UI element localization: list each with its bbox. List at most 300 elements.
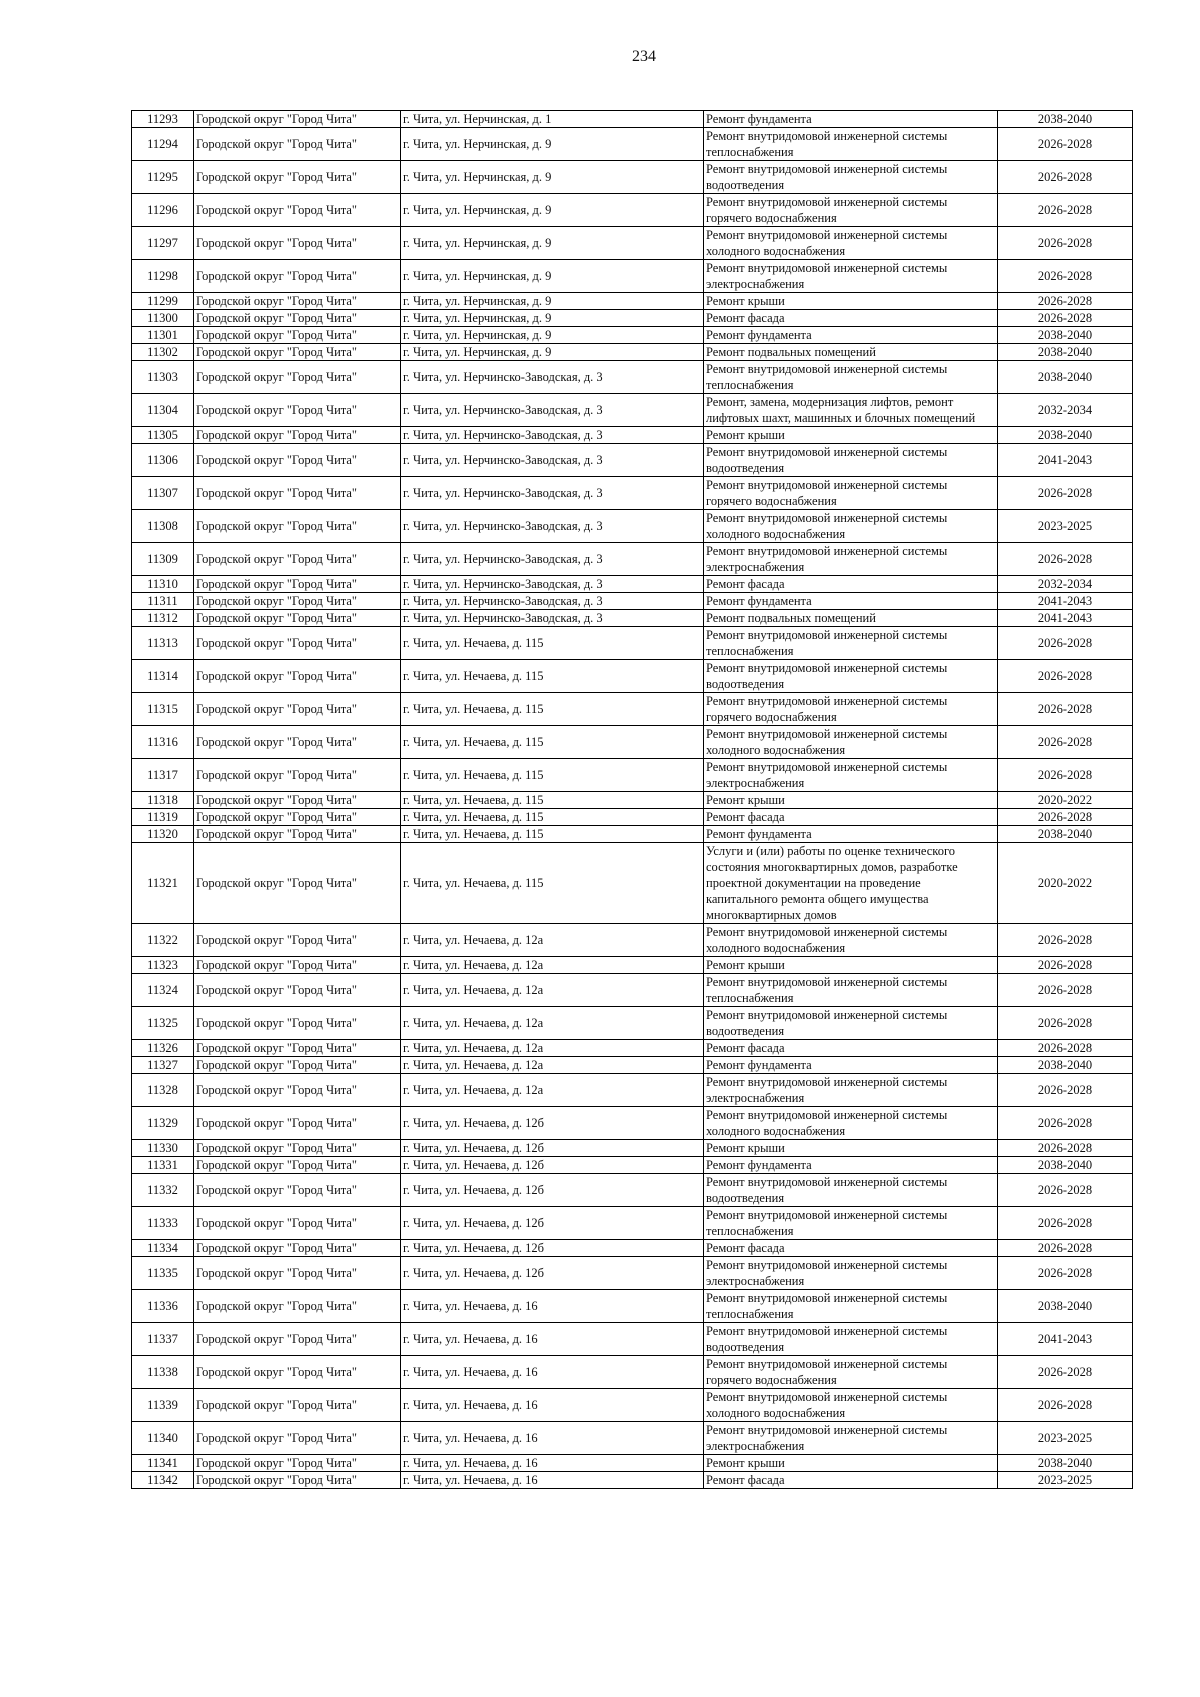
period-cell: 2026-2028 [998,627,1133,660]
address-cell: г. Чита, ул. Нечаева, д. 16 [401,1472,704,1489]
period-cell: 2038-2040 [998,1157,1133,1174]
municipality-cell: Городской округ "Город Чита" [194,843,401,924]
row-number: 11333 [132,1207,194,1240]
row-number: 11316 [132,726,194,759]
row-number: 11325 [132,1007,194,1040]
period-cell: 2026-2028 [998,310,1133,327]
row-number: 11336 [132,1290,194,1323]
row-number: 11335 [132,1257,194,1290]
municipality-cell: Городской округ "Город Чита" [194,726,401,759]
period-cell: 2026-2028 [998,809,1133,826]
table-row [132,361,1133,394]
address-cell: г. Чита, ул. Нечаева, д. 115 [401,843,704,924]
row-number: 11299 [132,293,194,310]
municipality-cell: Городской округ "Город Чита" [194,1472,401,1489]
period-cell: 2026-2028 [998,1174,1133,1207]
row-number: 11295 [132,161,194,194]
row-number: 11342 [132,1472,194,1489]
work-type-cell: Ремонт внутридомовой инженерной системы водоотведения [704,444,998,477]
period-cell: 2020-2022 [998,843,1133,924]
address-cell: г. Чита, ул. Нерчинская, д. 9 [401,194,704,227]
row-number: 11338 [132,1356,194,1389]
row-number: 11315 [132,693,194,726]
repair-schedule-table [131,110,1133,1489]
table-row [132,610,1133,627]
work-type-cell: Ремонт фасада [704,1472,998,1489]
address-cell: г. Чита, ул. Нерчинско-Заводская, д. 3 [401,610,704,627]
address-cell: г. Чита, ул. Нечаева, д. 12б [401,1174,704,1207]
work-type-cell: Ремонт фундамента [704,1157,998,1174]
municipality-cell: Городской округ "Город Чита" [194,826,401,843]
period-cell: 2026-2028 [998,759,1133,792]
work-type-cell: Ремонт внутридомовой инженерной системы холодного водоснабжения [704,227,998,260]
row-number: 11298 [132,260,194,293]
municipality-cell: Городской округ "Город Чита" [194,477,401,510]
address-cell: г. Чита, ул. Нечаева, д. 12б [401,1257,704,1290]
table-row [132,826,1133,843]
address-cell: г. Чита, ул. Нерчинская, д. 9 [401,327,704,344]
work-type-cell: Ремонт подвальных помещений [704,344,998,361]
address-cell: г. Чита, ул. Нечаева, д. 12а [401,1057,704,1074]
row-number: 11314 [132,660,194,693]
address-cell: г. Чита, ул. Нечаева, д. 115 [401,792,704,809]
row-number: 11302 [132,344,194,361]
address-cell: г. Чита, ул. Нерчинская, д. 9 [401,161,704,194]
municipality-cell: Городской округ "Город Чита" [194,1240,401,1257]
municipality-cell: Городской округ "Город Чита" [194,1356,401,1389]
municipality-cell: Городской округ "Город Чита" [194,327,401,344]
municipality-cell: Городской округ "Город Чита" [194,1207,401,1240]
work-type-cell: Ремонт, замена, модернизация лифтов, ремонт лифтовых шахт, машинных и блочных помещений [704,394,998,427]
municipality-cell: Городской округ "Город Чита" [194,1040,401,1057]
table-row [132,1057,1133,1074]
address-cell: г. Чита, ул. Нечаева, д. 12а [401,1040,704,1057]
municipality-cell: Городской округ "Город Чита" [194,576,401,593]
municipality-cell: Городской округ "Город Чита" [194,427,401,444]
work-type-cell: Ремонт внутридомовой инженерной системы теплоснабжения [704,627,998,660]
row-number: 11297 [132,227,194,260]
address-cell: г. Чита, ул. Нечаева, д. 12б [401,1157,704,1174]
table-row [132,792,1133,809]
address-cell: г. Чита, ул. Нерчинская, д. 9 [401,260,704,293]
row-number: 11311 [132,593,194,610]
municipality-cell: Городской округ "Город Чита" [194,809,401,826]
work-type-cell: Ремонт фасада [704,310,998,327]
period-cell: 2026-2028 [998,1356,1133,1389]
table-row [132,1257,1133,1290]
row-number: 11320 [132,826,194,843]
work-type-cell: Ремонт фасада [704,1040,998,1057]
period-cell: 2026-2028 [998,477,1133,510]
table-row [132,327,1133,344]
period-cell: 2026-2028 [998,974,1133,1007]
municipality-cell: Городской округ "Город Чита" [194,593,401,610]
work-type-cell: Ремонт крыши [704,293,998,310]
address-cell: г. Чита, ул. Нерчинская, д. 9 [401,227,704,260]
row-number: 11330 [132,1140,194,1157]
municipality-cell: Городской округ "Город Чита" [194,693,401,726]
work-type-cell: Ремонт внутридомовой инженерной системы водоотведения [704,1323,998,1356]
address-cell: г. Чита, ул. Нечаева, д. 12б [401,1207,704,1240]
table-row [132,111,1133,128]
address-cell: г. Чита, ул. Нечаева, д. 16 [401,1290,704,1323]
row-number: 11341 [132,1455,194,1472]
work-type-cell: Ремонт внутридомовой инженерной системы горячего водоснабжения [704,194,998,227]
work-type-cell: Ремонт внутридомовой инженерной системы горячего водоснабжения [704,477,998,510]
work-type-cell: Ремонт внутридомовой инженерной системы электроснабжения [704,260,998,293]
row-number: 11313 [132,627,194,660]
work-type-cell: Ремонт фасада [704,809,998,826]
address-cell: г. Чита, ул. Нечаева, д. 12а [401,957,704,974]
row-number: 11329 [132,1107,194,1140]
municipality-cell: Городской округ "Город Чита" [194,957,401,974]
row-number: 11296 [132,194,194,227]
table-row [132,444,1133,477]
municipality-cell: Городской округ "Город Чита" [194,974,401,1007]
address-cell: г. Чита, ул. Нечаева, д. 12а [401,974,704,1007]
table-row [132,974,1133,1007]
address-cell: г. Чита, ул. Нечаева, д. 115 [401,660,704,693]
municipality-cell: Городской округ "Город Чита" [194,1140,401,1157]
period-cell: 2026-2028 [998,924,1133,957]
municipality-cell: Городской округ "Город Чита" [194,394,401,427]
row-number: 11327 [132,1057,194,1074]
table-row [132,293,1133,310]
table-row [132,1455,1133,1472]
table-row [132,660,1133,693]
work-type-cell: Ремонт подвальных помещений [704,610,998,627]
address-cell: г. Чита, ул. Нерчинско-Заводская, д. 3 [401,394,704,427]
table-row [132,1207,1133,1240]
work-type-cell: Ремонт крыши [704,792,998,809]
work-type-cell: Ремонт фасада [704,1240,998,1257]
row-number: 11323 [132,957,194,974]
work-type-cell: Ремонт внутридомовой инженерной системы водоотведения [704,161,998,194]
work-type-cell: Ремонт внутридомовой инженерной системы теплоснабжения [704,1207,998,1240]
address-cell: г. Чита, ул. Нерчинско-Заводская, д. 3 [401,361,704,394]
period-cell: 2026-2028 [998,1240,1133,1257]
municipality-cell: Городской округ "Город Чита" [194,1174,401,1207]
work-type-cell: Ремонт внутридомовой инженерной системы горячего водоснабжения [704,693,998,726]
address-cell: г. Чита, ул. Нечаева, д. 12а [401,924,704,957]
work-type-cell: Ремонт крыши [704,427,998,444]
work-type-cell: Ремонт внутридомовой инженерной системы электроснабжения [704,543,998,576]
address-cell: г. Чита, ул. Нечаева, д. 12а [401,1007,704,1040]
work-type-cell: Ремонт фасада [704,576,998,593]
work-type-cell: Ремонт внутридомовой инженерной системы холодного водоснабжения [704,726,998,759]
period-cell: 2026-2028 [998,957,1133,974]
municipality-cell: Городской округ "Город Чита" [194,361,401,394]
work-type-cell: Ремонт внутридомовой инженерной системы теплоснабжения [704,1290,998,1323]
address-cell: г. Чита, ул. Нерчинская, д. 9 [401,293,704,310]
address-cell: г. Чита, ул. Нечаева, д. 12б [401,1140,704,1157]
period-cell: 2032-2034 [998,576,1133,593]
municipality-cell: Городской округ "Город Чита" [194,111,401,128]
work-type-cell: Ремонт крыши [704,1455,998,1472]
row-number: 11310 [132,576,194,593]
table-row [132,227,1133,260]
table-body [132,111,1133,1489]
work-type-cell: Ремонт внутридомовой инженерной системы водоотведения [704,1174,998,1207]
period-cell: 2026-2028 [998,693,1133,726]
table-row [132,1074,1133,1107]
address-cell: г. Чита, ул. Нечаева, д. 115 [401,759,704,792]
period-cell: 2026-2028 [998,543,1133,576]
period-cell: 2026-2028 [998,1257,1133,1290]
row-number: 11324 [132,974,194,1007]
address-cell: г. Чита, ул. Нечаева, д. 16 [401,1422,704,1455]
row-number: 11317 [132,759,194,792]
period-cell: 2041-2043 [998,593,1133,610]
row-number: 11321 [132,843,194,924]
row-number: 11303 [132,361,194,394]
municipality-cell: Городской округ "Город Чита" [194,1074,401,1107]
table-row [132,726,1133,759]
row-number: 11331 [132,1157,194,1174]
municipality-cell: Городской округ "Город Чита" [194,128,401,161]
period-cell: 2026-2028 [998,660,1133,693]
municipality-cell: Городской округ "Город Чита" [194,1323,401,1356]
address-cell: г. Чита, ул. Нерчинская, д. 1 [401,111,704,128]
row-number: 11305 [132,427,194,444]
table-row [132,1107,1133,1140]
period-cell: 2023-2025 [998,510,1133,543]
period-cell: 2026-2028 [998,726,1133,759]
table-row [132,957,1133,974]
municipality-cell: Городской округ "Город Чита" [194,444,401,477]
row-number: 11300 [132,310,194,327]
period-cell: 2026-2028 [998,1107,1133,1140]
municipality-cell: Городской округ "Город Чита" [194,1057,401,1074]
municipality-cell: Городской округ "Город Чита" [194,1157,401,1174]
table-row [132,260,1133,293]
table-row [132,593,1133,610]
work-type-cell: Ремонт внутридомовой инженерной системы теплоснабжения [704,128,998,161]
municipality-cell: Городской округ "Город Чита" [194,194,401,227]
table-row [132,427,1133,444]
table-row [132,1140,1133,1157]
table-row [132,510,1133,543]
period-cell: 2038-2040 [998,1057,1133,1074]
address-cell: г. Чита, ул. Нерчинско-Заводская, д. 3 [401,576,704,593]
table-row [132,477,1133,510]
work-type-cell: Ремонт внутридомовой инженерной системы электроснабжения [704,1257,998,1290]
table-row [132,1157,1133,1174]
work-type-cell: Ремонт внутридомовой инженерной системы водоотведения [704,1007,998,1040]
table-row [132,1290,1133,1323]
table-row [132,693,1133,726]
work-type-cell: Ремонт внутридомовой инженерной системы горячего водоснабжения [704,1356,998,1389]
row-number: 11306 [132,444,194,477]
municipality-cell: Городской округ "Город Чита" [194,227,401,260]
municipality-cell: Городской округ "Город Чита" [194,792,401,809]
table-row [132,1422,1133,1455]
address-cell: г. Чита, ул. Нечаева, д. 115 [401,809,704,826]
period-cell: 2023-2025 [998,1422,1133,1455]
table-row [132,1174,1133,1207]
period-cell: 2026-2028 [998,227,1133,260]
row-number: 11339 [132,1389,194,1422]
work-type-cell: Ремонт внутридомовой инженерной системы холодного водоснабжения [704,1389,998,1422]
work-type-cell: Услуги и (или) работы по оценке технического состояния многоквартирных домов, разработке проектной документации на проведение капитального ремонта общего имущества многоквартирных домов [704,843,998,924]
address-cell: г. Чита, ул. Нечаева, д. 16 [401,1389,704,1422]
table-row [132,1240,1133,1257]
row-number: 11326 [132,1040,194,1057]
period-cell: 2023-2025 [998,1472,1133,1489]
work-type-cell: Ремонт фундамента [704,593,998,610]
table-row [132,543,1133,576]
municipality-cell: Городской округ "Город Чита" [194,660,401,693]
period-cell: 2026-2028 [998,194,1133,227]
row-number: 11307 [132,477,194,510]
address-cell: г. Чита, ул. Нерчинско-Заводская, д. 3 [401,427,704,444]
municipality-cell: Городской округ "Город Чита" [194,161,401,194]
period-cell: 2026-2028 [998,161,1133,194]
period-cell: 2026-2028 [998,1074,1133,1107]
municipality-cell: Городской округ "Город Чита" [194,610,401,627]
period-cell: 2041-2043 [998,610,1133,627]
table-row [132,128,1133,161]
work-type-cell: Ремонт фундамента [704,111,998,128]
table-row [132,627,1133,660]
period-cell: 2038-2040 [998,327,1133,344]
address-cell: г. Чита, ул. Нечаева, д. 115 [401,693,704,726]
address-cell: г. Чита, ул. Нечаева, д. 115 [401,627,704,660]
work-type-cell: Ремонт внутридомовой инженерной системы водоотведения [704,660,998,693]
period-cell: 2038-2040 [998,344,1133,361]
address-cell: г. Чита, ул. Нерчинско-Заводская, д. 3 [401,444,704,477]
municipality-cell: Городской округ "Город Чита" [194,293,401,310]
row-number: 11340 [132,1422,194,1455]
row-number: 11304 [132,394,194,427]
address-cell: г. Чита, ул. Нерчинско-Заводская, д. 3 [401,543,704,576]
period-cell: 2038-2040 [998,111,1133,128]
work-type-cell: Ремонт внутридомовой инженерной системы холодного водоснабжения [704,1107,998,1140]
municipality-cell: Городской округ "Город Чита" [194,1389,401,1422]
address-cell: г. Чита, ул. Нечаева, д. 16 [401,1323,704,1356]
table-row [132,809,1133,826]
work-type-cell: Ремонт внутридомовой инженерной системы электроснабжения [704,1074,998,1107]
address-cell: г. Чита, ул. Нечаева, д. 12б [401,1107,704,1140]
row-number: 11319 [132,809,194,826]
row-number: 11332 [132,1174,194,1207]
municipality-cell: Городской округ "Город Чита" [194,344,401,361]
municipality-cell: Городской округ "Город Чита" [194,1290,401,1323]
municipality-cell: Городской округ "Город Чита" [194,310,401,327]
period-cell: 2041-2043 [998,444,1133,477]
municipality-cell: Городской округ "Город Чита" [194,543,401,576]
table-row [132,1472,1133,1489]
table-row [132,1389,1133,1422]
work-type-cell: Ремонт фундамента [704,1057,998,1074]
municipality-cell: Городской округ "Город Чита" [194,627,401,660]
period-cell: 2032-2034 [998,394,1133,427]
municipality-cell: Городской округ "Город Чита" [194,260,401,293]
table-row [132,161,1133,194]
row-number: 11293 [132,111,194,128]
page-number: 234 [632,48,656,65]
period-cell: 2038-2040 [998,427,1133,444]
period-cell: 2038-2040 [998,1455,1133,1472]
work-type-cell: Ремонт фундамента [704,826,998,843]
table-row [132,759,1133,792]
table-row [132,310,1133,327]
period-cell: 2026-2028 [998,260,1133,293]
row-number: 11328 [132,1074,194,1107]
address-cell: г. Чита, ул. Нечаева, д. 16 [401,1455,704,1472]
work-type-cell: Ремонт внутридомовой инженерной системы теплоснабжения [704,974,998,1007]
period-cell: 2038-2040 [998,361,1133,394]
table-row [132,1356,1133,1389]
work-type-cell: Ремонт фундамента [704,327,998,344]
municipality-cell: Городской округ "Город Чита" [194,1107,401,1140]
period-cell: 2020-2022 [998,792,1133,809]
row-number: 11334 [132,1240,194,1257]
work-type-cell: Ремонт внутридомовой инженерной системы электроснабжения [704,759,998,792]
row-number: 11309 [132,543,194,576]
row-number: 11322 [132,924,194,957]
table-row [132,344,1133,361]
municipality-cell: Городской округ "Город Чита" [194,1257,401,1290]
address-cell: г. Чита, ул. Нечаева, д. 12а [401,1074,704,1107]
municipality-cell: Городской округ "Город Чита" [194,924,401,957]
row-number: 11337 [132,1323,194,1356]
period-cell: 2038-2040 [998,826,1133,843]
work-type-cell: Ремонт крыши [704,1140,998,1157]
period-cell: 2041-2043 [998,1323,1133,1356]
table-row [132,194,1133,227]
address-cell: г. Чита, ул. Нерчинско-Заводская, д. 3 [401,510,704,543]
address-cell: г. Чита, ул. Нечаева, д. 115 [401,726,704,759]
row-number: 11318 [132,792,194,809]
row-number: 11308 [132,510,194,543]
municipality-cell: Городской округ "Город Чита" [194,510,401,543]
municipality-cell: Городской округ "Город Чита" [194,1422,401,1455]
address-cell: г. Чита, ул. Нерчинско-Заводская, д. 3 [401,593,704,610]
period-cell: 2026-2028 [998,293,1133,310]
work-type-cell: Ремонт внутридомовой инженерной системы электроснабжения [704,1422,998,1455]
work-type-cell: Ремонт внутридомовой инженерной системы холодного водоснабжения [704,924,998,957]
municipality-cell: Городской округ "Город Чита" [194,759,401,792]
address-cell: г. Чита, ул. Нерчинская, д. 9 [401,310,704,327]
period-cell: 2026-2028 [998,128,1133,161]
table-row [132,576,1133,593]
period-cell: 2026-2028 [998,1007,1133,1040]
row-number: 11294 [132,128,194,161]
address-cell: г. Чита, ул. Нерчинская, д. 9 [401,344,704,361]
period-cell: 2038-2040 [998,1290,1133,1323]
address-cell: г. Чита, ул. Нерчинская, д. 9 [401,128,704,161]
table-row [132,1007,1133,1040]
address-cell: г. Чита, ул. Нечаева, д. 115 [401,826,704,843]
work-type-cell: Ремонт крыши [704,957,998,974]
municipality-cell: Городской округ "Город Чита" [194,1007,401,1040]
period-cell: 2026-2028 [998,1140,1133,1157]
table-row [132,1323,1133,1356]
municipality-cell: Городской округ "Город Чита" [194,1455,401,1472]
table-row [132,843,1133,924]
table-row [132,924,1133,957]
address-cell: г. Чита, ул. Нечаева, д. 12б [401,1240,704,1257]
address-cell: г. Чита, ул. Нерчинско-Заводская, д. 3 [401,477,704,510]
period-cell: 2026-2028 [998,1040,1133,1057]
work-type-cell: Ремонт внутридомовой инженерной системы теплоснабжения [704,361,998,394]
work-type-cell: Ремонт внутридомовой инженерной системы холодного водоснабжения [704,510,998,543]
table-row [132,394,1133,427]
row-number: 11312 [132,610,194,627]
table-row [132,1040,1133,1057]
row-number: 11301 [132,327,194,344]
